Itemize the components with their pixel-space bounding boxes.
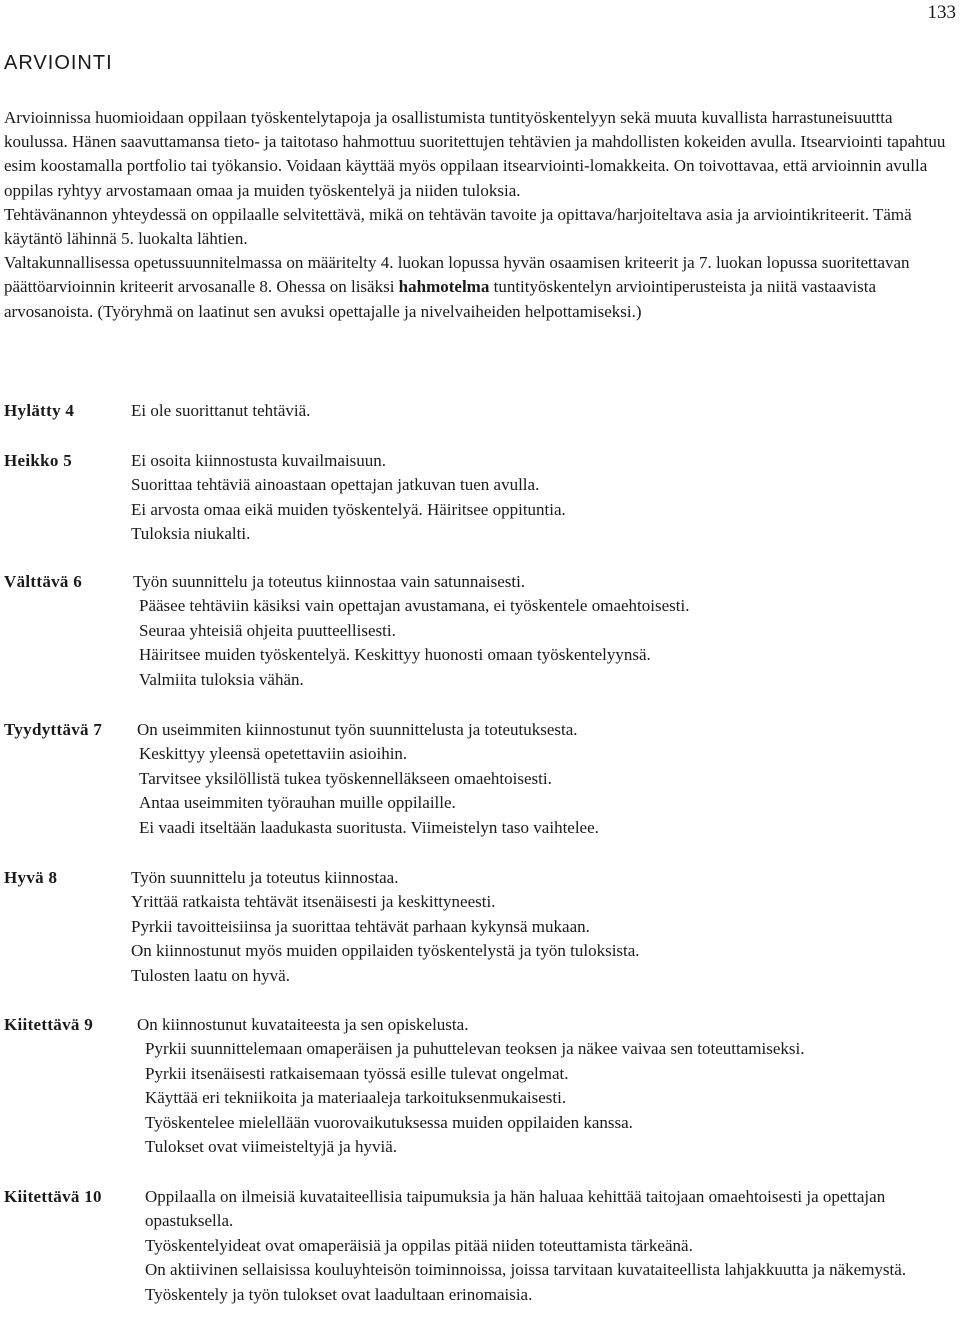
grade-description-line: Suorittaa tehtäviä ainoastaan opettajan jatkuvan tuen avulla. [131, 475, 540, 495]
grade-description-line: Antaa useimmiten työrauhan muille oppilaille. [139, 793, 456, 813]
grade-description-line: Työn suunnittelu ja toteutus kiinnostaa. [131, 868, 399, 887]
grade-description-line: Pyrkii itsenäisesti ratkaisemaan työssä esille tulevat ongelmat. [145, 1063, 569, 1083]
intro-bold-term: hahmotelma [398, 277, 490, 297]
grade-description-line: Tarvitsee yksilöllistä tukea työskennelläkseen omaehtoisesti. [139, 768, 552, 788]
grade-description-line: Tulokset ovat viimeisteltyjä ja hyviä. [145, 1137, 397, 1157]
intro-text [4, 106, 956, 324]
grade-description-line: Pyrkii tavoitteisiinsa ja suorittaa tehtävät parhaan kykynsä mukaan. [131, 916, 590, 936]
grade-label: Heikko 5 [4, 451, 73, 470]
grade-description-line: Työskentelyideat ovat omaperäisiä ja oppilas pitää niiden toteuttamista tärkeänä. [145, 1235, 693, 1255]
grade-description-line: Käyttää eri tekniikoita ja materiaaleja tarkoituksenmukaisesti. [145, 1088, 567, 1108]
grade-description-line: Häiritsee muiden työskentelyä. Keskittyy huonosti omaan työskentelyynsä. [139, 645, 651, 665]
grade-description-line: On aktiivinen sellaisissa kouluyhteisön toiminnoissa, joissa tarvitaan kuvataiteellista lahjakkuutta ja näkemystä. [145, 1260, 907, 1280]
grade-description-line: Työn suunnittelu ja toteutus kiinnostaa vain satunnaisesti. [133, 572, 526, 591]
grade-label: Kiitettävä 9 [4, 1015, 94, 1034]
grade-description-line: Ei osoita kiinnostusta kuvailmaisuun. [131, 451, 386, 470]
grade-description-line: Keskittyy yleensä opetettaviin asioihin. [139, 744, 408, 764]
grade-description-line: On useimmiten kiinnostunut työn suunnittelusta ja toteutuksesta. [137, 720, 578, 739]
intro-paragraph: Tehtävänannon yhteydessä on oppilaalle selvitettävä, mikä on tehtävän tavoite ja opittava/harjoiteltava asia ja arviointikriteerit. Tämä käytäntö lähinnä 5. luokalta lähtien. [4, 204, 912, 249]
grade-label: Hylätty 4 [4, 401, 75, 420]
grade-description-line: Oppilaalla on ilmeisiä kuvataiteellisia taipumuksia ja hän haluaa kehittää taitojaan omaehtoisesti ja opettajan opastuksella. [145, 1187, 886, 1231]
grade-label: Hyvä 8 [4, 868, 58, 887]
grade-description-line: Ei arvosta omaa eikä muiden työskentelyä. Häiritsee oppituntia. [131, 499, 566, 519]
grade-description-line: On kiinnostunut myös muiden oppilaiden työskentelystä ja työn tuloksista. [131, 941, 640, 961]
grade-description-line: Valmiita tuloksia vähän. [139, 669, 304, 689]
grade-description-line: Työskentely ja työn tulokset ovat laadultaan erinomaisia. [145, 1284, 533, 1304]
grade-label: Välttävä 6 [4, 572, 83, 591]
grade-description-line: Tulosten laatu on hyvä. [131, 965, 290, 985]
grade-description-line: Seuraa yhteisiä ohjeita puutteellisesti. [139, 620, 396, 640]
page-number: 133 [927, 2, 956, 23]
intro-text-span: tuntityöskentelyn arviointiperusteista ja niitä vastaavista arvosanoista. (Työryhmä on laatinut sen avuksi opettajalle ja nivelvaiheiden helpottamiseksi.) [4, 277, 877, 321]
intro-paragraph: Arvioinnissa huomioidaan oppilaan työskentelytapoja ja osallistumista tuntityöskentelyyn sekä muuta kuvallista harrastuneisuuttta koulussa. Hänen saavuttamansa tieto- ja taitotaso hahmottuu suoritettujen tehtävien ja mahdollisten kokeiden avulla. Itsearviointi tapahtuu esim koostamalla portfolio tai työkansio. Voidaan käyttää myös oppilaan itsearviointi-lomakkeita. On toivottavaa, että arvioinnin avulla oppilas ryhtyy arvostamaan omaa ja muiden työskentelyä ja niiden tuloksia. [4, 108, 946, 200]
page-heading: ARVIOINTI [4, 52, 113, 74]
grade-description-line: On kiinnostunut kuvataiteesta ja sen opiskelusta. [137, 1015, 469, 1034]
grade-description-line: Yrittää ratkaista tehtävät itsenäisesti ja keskittyneesti. [131, 892, 496, 912]
grade-label: Tyydyttävä 7 [4, 720, 103, 739]
grade-description-line: Ei vaadi itseltään laadukasta suoritusta. Viimeistelyn taso vaihtelee. [139, 817, 599, 837]
grade-description-line: Pääsee tehtäviin käsiksi vain opettajan avustamana, ei työskentele omaehtoisesti. [139, 596, 690, 616]
grade-description-line: Ei ole suorittanut tehtäviä. [131, 401, 311, 420]
intro-paragraph [4, 251, 956, 324]
grade-description-line: Pyrkii suunnittelemaan omaperäisen ja puhuttelevan teoksen ja näkee vaivaa sen toteuttamiseksi. [145, 1039, 805, 1059]
intro-text-span: Valtakunnallisessa opetussuunnitelmassa on määritelty 4. luokan lopussa hyvän osaamisen kriteerit ja 7. luokan lopussa suoritettavan päättöarvioinnin kriteerit arvosanalle 8. Ohessa on lisäksi [4, 253, 910, 297]
grade-description-line: Tuloksia niukalti. [131, 524, 251, 544]
grade-label: Kiitettävä 10 [4, 1187, 102, 1206]
grade-description-line: Työskentelee mielellään vuorovaikutuksessa muiden oppilaiden kanssa. [145, 1112, 633, 1132]
